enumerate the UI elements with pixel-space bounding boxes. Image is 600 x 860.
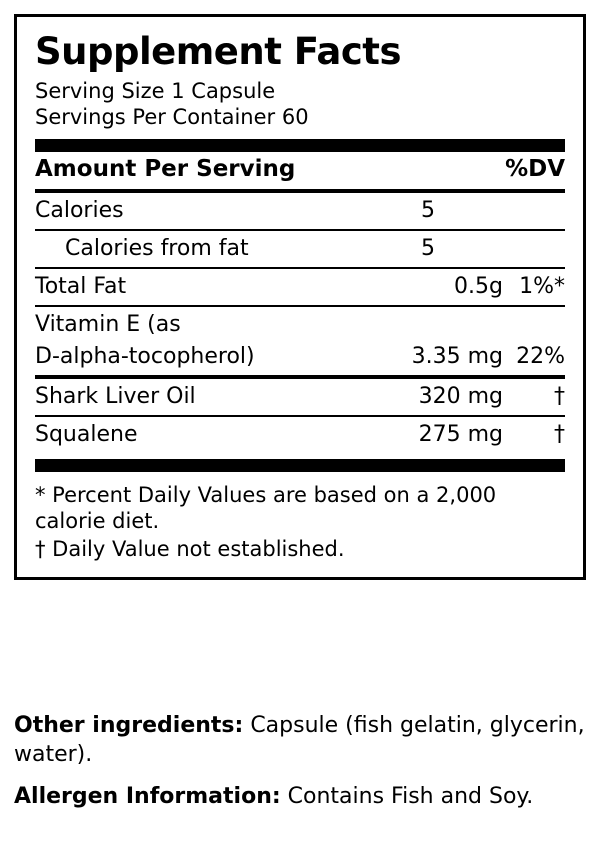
table-row [35,338,565,375]
below-panel-text [14,712,590,826]
percent-dv-label: %DV [505,155,565,182]
table-row [35,307,565,338]
nutrient-amount: 275 mg [418,421,503,447]
allergen-text: Contains Fish and Soy. [280,784,534,810]
other-ingredients-text: Capsule (fish gelatin, glycerin, water). [14,713,585,767]
servings-per-container: Servings Per Container 60 [35,104,309,129]
nutrient-dv: 22% [516,343,565,369]
table-row [35,231,565,267]
supplement-facts-panel [14,14,586,580]
divider-thick-bottom [35,459,565,472]
amount-per-serving-label: Amount Per Serving [35,155,296,182]
footnote-daily-value-basis: * Percent Daily Values are based on a 2,000 calorie diet. [35,482,497,534]
table-row [35,269,565,305]
amount-per-serving-header [35,152,565,189]
nutrient-amount: 5 [421,235,435,261]
table-row [35,417,565,453]
other-ingredients-label: Other ingredients: [14,713,244,738]
serving-size: Serving Size 1 Capsule [35,78,276,103]
table-row [35,379,565,415]
nutrient-amount: 3.35 mg [411,343,503,369]
nutrient-dv: 1%* [519,273,565,299]
nutrient-amount: 0.5g [454,273,503,299]
nutrient-amount: 5 [421,197,435,223]
table-row [35,193,565,229]
allergen-label: Allergen Information: [14,784,281,810]
nutrient-name: Vitamin E (as [35,311,181,337]
other-ingredients [14,712,590,769]
nutrient-dv: † [554,421,565,447]
nutrient-amount: 320 mg [418,383,503,409]
nutrient-name: D-alpha-tocopherol) [35,343,255,369]
nutrient-name: Total Fat [35,273,127,299]
footnote-dv-not-established: † Daily Value not established. [35,537,345,562]
nutrient-dv: † [554,383,565,409]
allergen-information [14,783,590,812]
nutrient-name: Squalene [35,421,138,447]
panel-title: Supplement Facts [35,30,402,73]
nutrient-name: Shark Liver Oil [35,383,196,409]
divider-thick-top [35,139,565,152]
nutrient-name: Calories [35,197,124,223]
nutrient-name: Calories from fat [65,235,249,261]
footnotes [35,480,565,563]
